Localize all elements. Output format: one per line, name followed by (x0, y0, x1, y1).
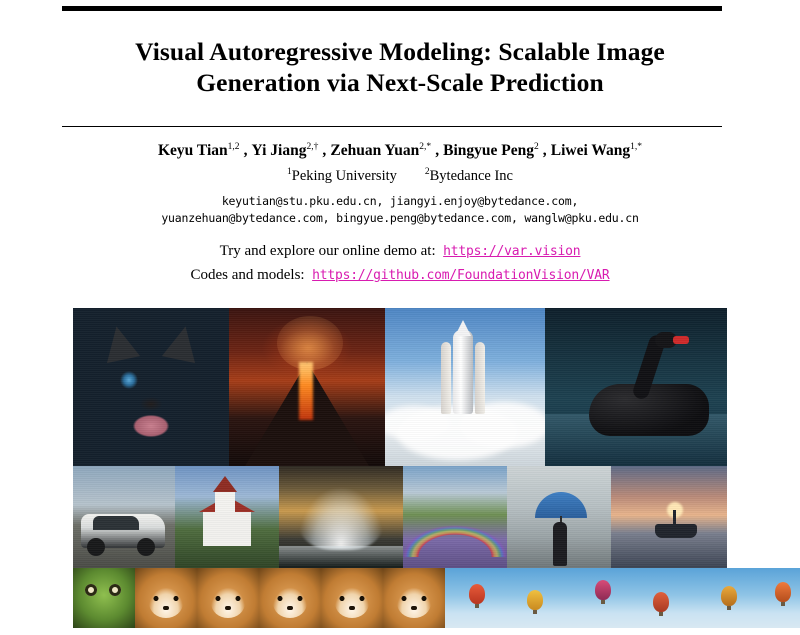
figure-image-umbrella (507, 466, 611, 568)
figure-image-fountain (279, 466, 403, 568)
volcano-smoke-shape (277, 316, 343, 370)
codes-link[interactable]: https://github.com/FoundationVision/VAR (312, 268, 610, 283)
volcano-lava-shape (299, 362, 313, 420)
author-affil-marker: 2,† (306, 141, 319, 152)
image-grain-overlay (611, 466, 727, 568)
demo-link[interactable]: https://var.vision (443, 244, 581, 259)
dog-face-shape (273, 588, 307, 618)
figure-image-shiba-4 (321, 568, 383, 628)
author-entry (158, 142, 240, 159)
figure-image-balloon-1 (445, 568, 507, 628)
author-separator: , (435, 142, 440, 159)
figure-row-1 (73, 308, 727, 466)
title-divider (62, 126, 722, 127)
author-name: Keyu Tian (157, 142, 228, 159)
figure-image-rally-car (73, 466, 175, 568)
dog-face-shape (149, 588, 183, 618)
boat-hull-shape (655, 524, 697, 538)
demo-label: Try and explore our online demo at: (219, 243, 436, 259)
balloon-shape (721, 586, 737, 606)
author-entry (443, 142, 539, 159)
author-affil-marker: 2,* (419, 141, 432, 152)
figure-row-2 (73, 466, 727, 568)
author-entry (330, 142, 431, 159)
demo-line (60, 243, 740, 260)
author-separator: , (542, 142, 547, 159)
codes-label: Codes and models: (190, 267, 305, 283)
figure-image-balloon-2 (507, 568, 569, 628)
author-list (60, 142, 740, 160)
page-title (60, 36, 740, 98)
dog-eyes-shape (153, 596, 179, 601)
car-wheel-shape (137, 538, 155, 556)
figure-image-space-shuttle (385, 308, 545, 466)
figure-image-balloon-4 (631, 568, 693, 628)
balloon-shape (469, 584, 485, 604)
email-block (60, 193, 740, 227)
affiliation-name: Bytedance Inc (429, 168, 513, 184)
rainbow-arc-shape (403, 472, 507, 557)
author-name: Bingyue Peng (443, 142, 534, 159)
email-line-2: yuanzehuan@bytedance.com, bingyue.peng@bytedance.com, wanglw@pku.edu.cn (161, 211, 639, 225)
email-line-1: keyutian@stu.pku.edu.cn, jiangyi.enjoy@bytedance.com, (221, 194, 579, 208)
codes-line (60, 267, 740, 284)
dog-face-shape (397, 588, 431, 618)
church-tower-shape (215, 490, 235, 512)
dog-face-shape (335, 588, 369, 618)
figure-image-rainbow (403, 466, 507, 568)
frog-eye-right-shape (109, 584, 121, 596)
shuttle-body-shape (453, 330, 473, 414)
affiliation-marker: 1 (287, 167, 292, 178)
figure-image-church (175, 466, 279, 568)
figure-image-shiba-2 (197, 568, 259, 628)
husky-ear-right-shape (162, 323, 202, 363)
figure-image-black-swan (545, 308, 727, 466)
figure-image-husky (73, 308, 229, 466)
church-spire-shape (213, 476, 237, 492)
dog-nose-shape (163, 606, 169, 610)
shuttle-booster-right-shape (475, 342, 485, 414)
figure-image-boat-sunset (611, 466, 727, 568)
figure-row-3 (73, 568, 727, 628)
dog-nose-shape (349, 606, 355, 610)
church-building-shape (203, 510, 251, 546)
figure-image-balloon-3 (569, 568, 631, 628)
balloon-shape (653, 592, 669, 612)
author-separator: , (243, 142, 248, 159)
fountain-jet-shape (299, 488, 383, 550)
husky-ear-left-shape (100, 323, 140, 363)
author-name: Yi Jiang (251, 142, 307, 159)
author-name: Liwei Wang (550, 142, 631, 159)
dog-nose-shape (411, 606, 417, 610)
image-grain-overlay (73, 308, 229, 466)
balloon-shape (775, 582, 791, 602)
figure-image-balloon-6 (755, 568, 800, 628)
balloon-shape (595, 580, 611, 600)
car-wheel-shape (87, 538, 105, 556)
dog-nose-shape (287, 606, 293, 610)
dog-face-shape (211, 588, 245, 618)
author-entry (551, 142, 642, 159)
figure-image-balloon-5 (693, 568, 755, 628)
shuttle-nose-shape (455, 320, 471, 336)
dog-eyes-shape (215, 596, 241, 601)
affiliation-marker: 2 (424, 167, 430, 178)
balloon-shape (527, 590, 543, 610)
author-entry (252, 142, 319, 159)
title-line-1: Visual Autoregressive Modeling: Scalable Image (135, 37, 665, 66)
figure-image-shiba-3 (259, 568, 321, 628)
affiliation-list (60, 168, 740, 185)
car-window-shape (93, 516, 139, 530)
figure-image-shiba-1 (135, 568, 197, 628)
author-affil-marker: 1,2 (227, 141, 240, 152)
top-rule (62, 6, 722, 11)
author-name: Zehuan Yuan (330, 142, 420, 159)
dog-eyes-shape (401, 596, 427, 601)
teaser-figure (73, 308, 727, 628)
author-affil-marker: 1,* (630, 141, 642, 152)
title-line-2: Generation via Next-Scale Prediction (196, 68, 604, 97)
umbrella-dome-shape (535, 492, 587, 518)
fountain-pool-shape (279, 546, 403, 568)
figure-image-shiba-5 (383, 568, 445, 628)
dog-eyes-shape (277, 596, 303, 601)
person-silhouette-shape (553, 522, 567, 566)
shuttle-booster-left-shape (441, 342, 451, 414)
author-affil-marker: 2 (533, 141, 539, 152)
frog-eye-left-shape (85, 584, 97, 596)
dog-eyes-shape (339, 596, 365, 601)
swan-beak-shape (673, 336, 689, 344)
figure-image-frog (73, 568, 135, 628)
affiliation-name: Peking University (291, 168, 397, 184)
dog-nose-shape (225, 606, 231, 610)
author-separator: , (322, 142, 327, 159)
figure-image-volcano (229, 308, 385, 466)
